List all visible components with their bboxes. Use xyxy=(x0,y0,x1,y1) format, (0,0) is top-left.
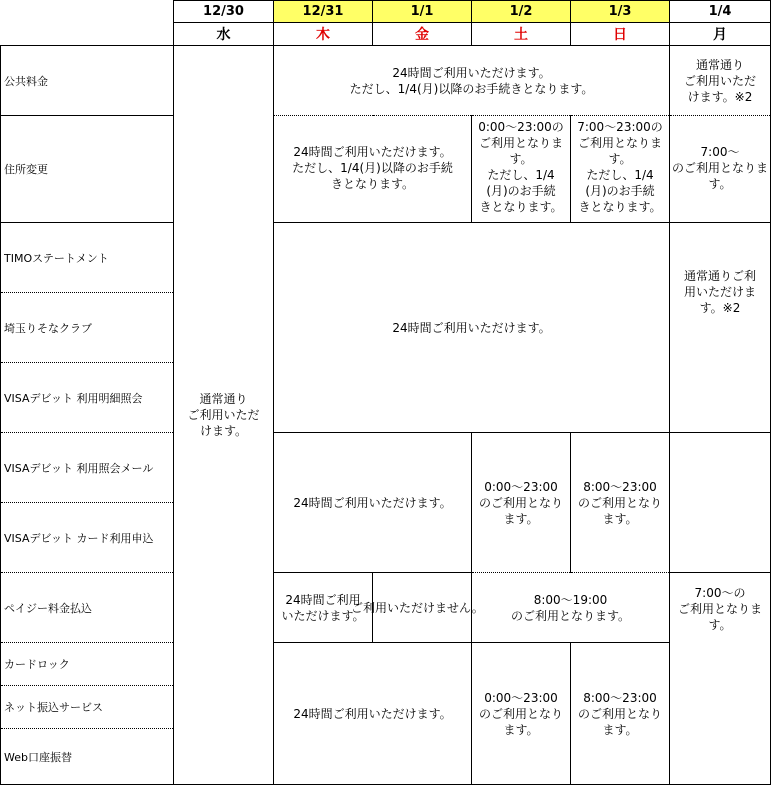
cell-visa-12 xyxy=(472,433,571,573)
cell-text: 通常通り ご利用いただ けます。※2 xyxy=(683,57,756,104)
weekday-header: 土 xyxy=(472,23,571,46)
cell-text: 通常通りご利 用いただけま す。※2 xyxy=(683,268,756,315)
cell-text: 7:00～ のご利用となりま す。 xyxy=(671,145,768,191)
cell-jusho-14 xyxy=(670,116,771,223)
weekday-header: 水 xyxy=(174,23,274,46)
cell-text: 0:00～23:00 のご利用となり ます。 xyxy=(478,690,563,737)
cell-pasey-11 xyxy=(351,573,484,643)
row-label-pasey: ペイジー料金払込 xyxy=(1,573,174,643)
cell-text: 24時間ご利用いただけます。 xyxy=(392,320,551,335)
cell-text: 24時間ご利用いただけます。 xyxy=(293,495,452,510)
cell-text: 24時間ご利用いただけます。 ただし、1/4(月)以降のお手続 きとなります。 xyxy=(292,145,453,191)
cell-text: 8:00～23:00 のご利用となり ます。 xyxy=(577,479,662,526)
date-header: 1/4 xyxy=(670,1,771,23)
cell-koukyou-14 xyxy=(670,46,771,116)
date-header: 1/3 xyxy=(571,1,670,23)
cell-1230-all xyxy=(174,46,274,785)
cell-pasey-12 xyxy=(472,573,670,643)
weekday-header: 金 xyxy=(373,23,472,46)
cell-text: 24時間ご利用いただけます。 ただし、1/4(月)以降のお手続きとなります。 xyxy=(349,65,594,96)
row-label-visa1: VISAデビット 利用明細照会 xyxy=(1,363,174,433)
row-label-visa2: VISAデビット 利用照会メール xyxy=(1,433,174,503)
cell-text: 7:00～の ご利用となりま す。 xyxy=(677,585,762,632)
cell-card-mid xyxy=(274,643,472,785)
cell-text: 7:00～23:00の ご利用となりま す。 ただし、1/4 (月)のお手続 きとなります。 xyxy=(577,120,663,214)
row-label-koukyou: 公共料金 xyxy=(1,46,174,116)
cell-bottom-14 xyxy=(670,573,771,785)
cell-visa-mid xyxy=(274,433,472,573)
weekday-header: 木 xyxy=(274,23,373,46)
cell-text: 通常通り ご利用いただ けます。 xyxy=(187,392,260,438)
row-label-jusho: 住所変更 xyxy=(1,116,174,223)
cell-jusho-13 xyxy=(571,116,670,223)
cell-text: 8:00～23:00 のご利用となり ます。 xyxy=(577,690,662,737)
row-label-visa3: VISAデビット カード利用申込 xyxy=(1,503,174,573)
cell-text: 24時間ご利用いただけます。 xyxy=(293,706,452,721)
cell-text: 0:00～23:00 のご利用となり ます。 xyxy=(478,479,563,526)
row-label-web: Web口座振替 xyxy=(1,729,174,785)
cell-visa-14 xyxy=(670,433,771,573)
cell-visa-13 xyxy=(571,433,670,573)
cell-text: 24時間ご利用 いただけます。 xyxy=(281,592,365,623)
row-label-cardlock: カードロック xyxy=(1,643,174,686)
cell-jusho-mid xyxy=(274,116,472,223)
corner-cell xyxy=(1,1,174,46)
cell-timo-14 xyxy=(670,223,771,433)
cell-text: ご利用いただけません。 xyxy=(351,600,484,615)
weekday-header: 月 xyxy=(670,23,771,46)
weekday-header: 日 xyxy=(571,23,670,46)
cell-text: 0:00～23:00の ご利用となりま す。 ただし、1/4 (月)のお手続 きとなります。 xyxy=(478,120,564,214)
row-label-timo: TIMOステートメント xyxy=(1,223,174,293)
date-header: 12/31 xyxy=(274,1,373,23)
date-header: 1/1 xyxy=(373,1,472,23)
cell-card-12 xyxy=(472,643,571,785)
row-label-saitama: 埼玉りそなクラブ xyxy=(1,293,174,363)
date-header: 1/2 xyxy=(472,1,571,23)
cell-card-13 xyxy=(571,643,670,785)
date-header: 12/30 xyxy=(174,1,274,23)
cell-timo-mid xyxy=(274,223,670,433)
row-label-net: ネット振込サービス xyxy=(1,686,174,729)
cell-text: 8:00～19:00 のご利用となります。 xyxy=(510,592,631,623)
cell-jusho-12 xyxy=(472,116,571,223)
cell-koukyou-mid xyxy=(274,46,670,116)
